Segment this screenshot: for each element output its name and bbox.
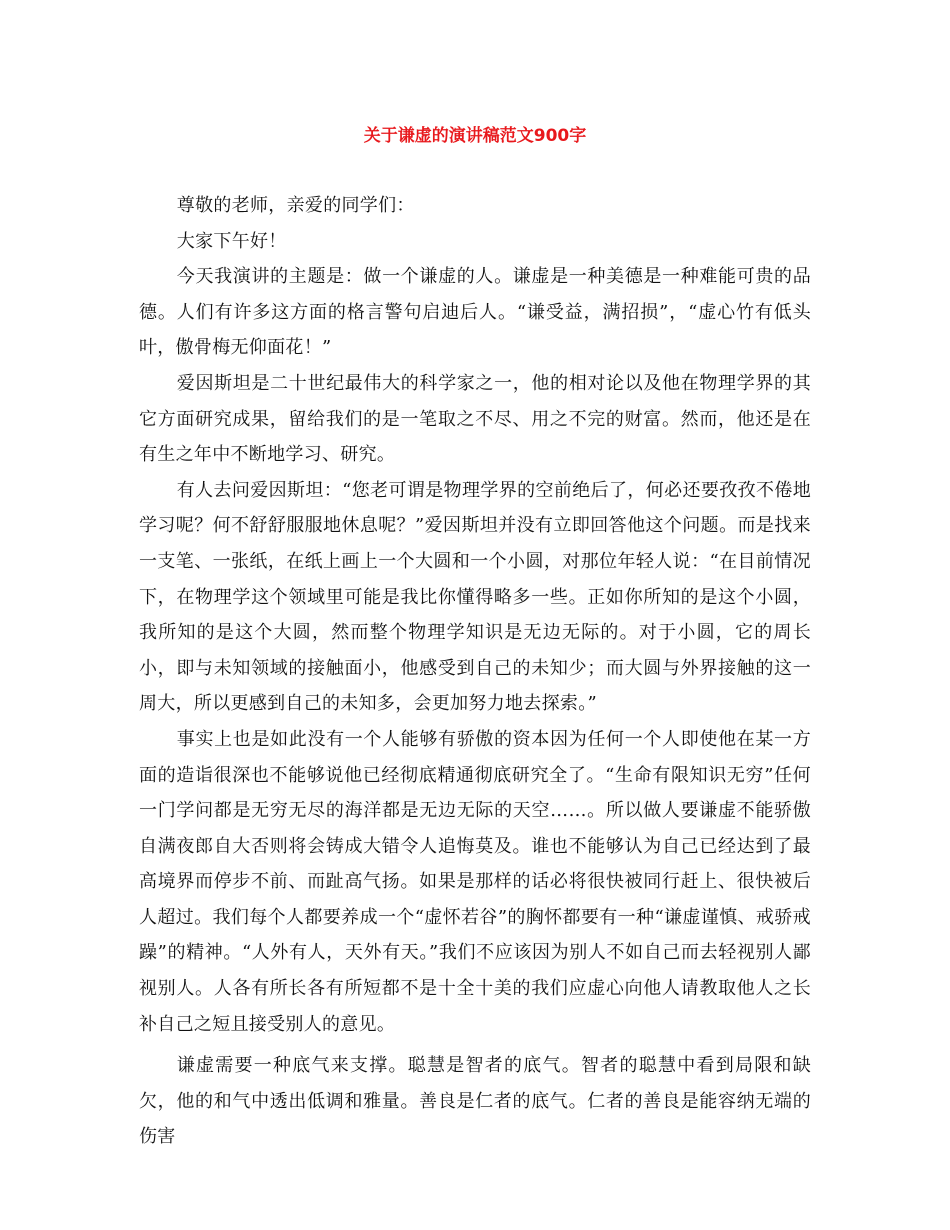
body-paragraph-einstein: 爱因斯坦是二十世纪最伟大的科学家之一，他的相对论以及他在物理学界的其它方面研究成果，留给我们的是一笔取之不尽、用之不完的财富。然而，他还是在有生之年中不断地学习、研究。: [139, 372, 811, 466]
body-paragraph-confidence: 谦虚需要一种底气来支撑。聪慧是智者的底气。智者的聪慧中看到局限和缺欠，他的和气中透出低调和雅量。善良是仁者的底气。仁者的善良是能容纳无端的伤害: [139, 1055, 811, 1148]
body-paragraph-theme: 今天我演讲的主题是：做一个谦虚的人。谦虚是一种美德是一种难能可贵的品德。人们有许多这方面的格言警句启迪后人。“谦受益，满招损”，“虚心竹有低头叶，傲骨梅无仰面花！”: [139, 266, 811, 359]
salutation-paragraph: 尊敬的老师，亲爱的同学们：: [176, 195, 415, 216]
body-paragraph-einstein-story: 有人去问爱因斯坦：“您老可谓是物理学界的空前绝后了，何必还要孜孜不倦地学习呢？何不舒舒服服地休息呢？”爱因斯坦并没有立即回答他这个问题。而是找来一支笔、一张纸，在纸上画上一个大圆和一个小圆，对那位年轻人说：“在目前情况下，在物理学这个领域里可能是我比你懂得略多一些。正如你所知的是这个小圆，我所知的是这个大圆，然而整个物理学知识是无边无际的。对于小圆，它的周长小，即与未知领域的接触面小，他感受到自己的未知少；而大圆与外界接触的这一周大，所以更感到自己的未知多，会更加努力地去探索。”: [139, 479, 811, 715]
document-title: 关于谦虚的演讲稿范文900字: [363, 126, 587, 146]
greeting-paragraph: 大家下午好！: [176, 230, 287, 252]
body-paragraph-reality: 事实上也是如此没有一个人能够有骄傲的资本因为任何一个人即使他在某一方面的造诣很深也不能够说他已经彻底精通彻底研究全了。“生命有限知识无穷”任何一门学问都是无穷无尽的海洋都是无边无际的天空……。所以做人要谦虚不能骄傲自满夜郎自大否则将会铸成大错令人追悔莫及。谁也不能够认为自己已经达到了最高境界而停步不前、而趾高气扬。如果是那样的话必将很快被同行赶上、很快被后人超过。我们每个人都要养成一个“虚怀若谷”的胸怀都要有一种“谦虚谨慎、戒骄戒躁”的精神。“人外有人，天外有天。”我们不应该因为别人不如自己而去轻视别人鄙视别人。人各有所长各有所短都不是十全十美的我们应虚心向他人请教取他人之长补自己之短且接受别人的意见。: [139, 728, 811, 1035]
document-body: [139, 188, 811, 1155]
